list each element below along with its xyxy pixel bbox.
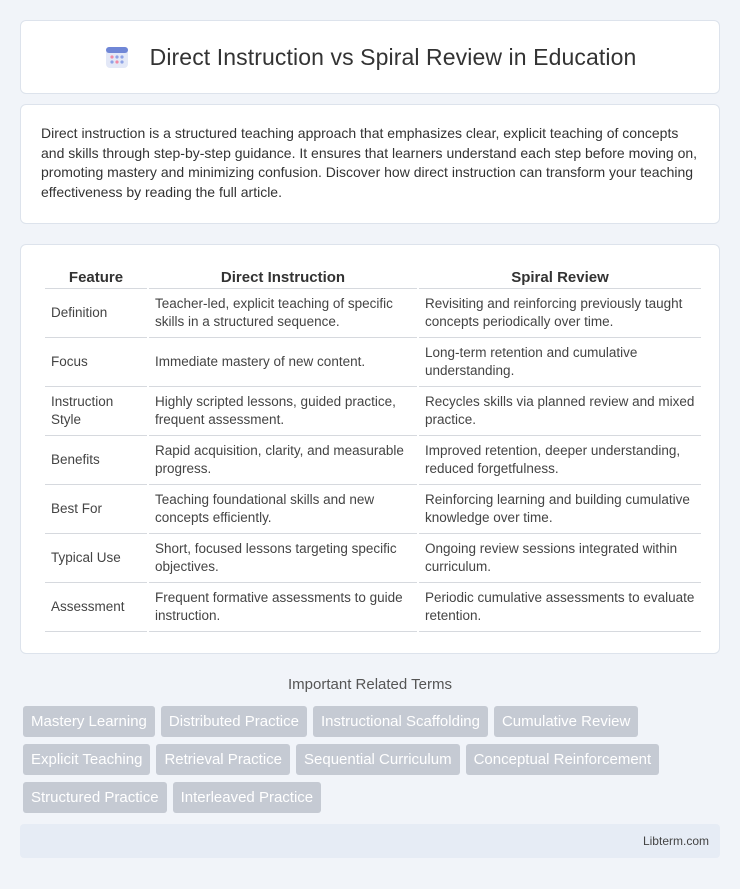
table-row (45, 583, 701, 632)
feature-cell: Instruction Style (45, 387, 147, 436)
related-term-tag[interactable]: Cumulative Review (494, 706, 638, 737)
table-body (45, 289, 701, 632)
spiral-review-cell: Ongoing review sessions integrated within curriculum. (419, 534, 701, 583)
related-term-tag[interactable]: Retrieval Practice (156, 744, 290, 775)
feature-cell: Definition (45, 289, 147, 338)
footer-link[interactable]: Libterm.com (642, 834, 709, 848)
comparison-card (20, 244, 720, 654)
spiral-review-cell: Improved retention, deeper understanding, reduced forgetfulness. (419, 436, 701, 485)
column-header-spiral-review: Spiral Review (419, 265, 701, 289)
feature-cell: Assessment (45, 583, 147, 632)
table-row (45, 289, 701, 338)
related-terms-title: Important Related Terms (288, 676, 452, 693)
footer (20, 824, 720, 858)
related-term-tag[interactable]: Sequential Curriculum (296, 744, 460, 775)
table-row (45, 485, 701, 534)
direct-instruction-cell: Short, focused lessons targeting specific objectives. (149, 534, 417, 583)
related-term-tag[interactable]: Interleaved Practice (173, 782, 322, 813)
direct-instruction-cell: Teaching foundational skills and new concepts efficiently. (149, 485, 417, 534)
column-header-feature: Feature (45, 265, 147, 289)
direct-instruction-cell: Immediate mastery of new content. (149, 338, 417, 387)
spiral-review-cell: Recycles skills via planned review and mixed practice. (419, 387, 701, 436)
header-title-wrap (104, 44, 637, 71)
spiral-review-cell: Revisiting and reinforcing previously taught concepts periodically over time. (419, 289, 701, 338)
direct-instruction-cell: Teacher-led, explicit teaching of specific skills in a structured sequence. (149, 289, 417, 338)
related-term-tag[interactable]: Explicit Teaching (23, 744, 150, 775)
table-row (45, 436, 701, 485)
comparison-table (43, 265, 703, 632)
spiral-review-cell: Long-term retention and cumulative understanding. (419, 338, 701, 387)
column-header-direct-instruction: Direct Instruction (149, 265, 417, 289)
related-terms-list (23, 706, 723, 813)
direct-instruction-cell: Highly scripted lessons, guided practice, frequent assessment. (149, 387, 417, 436)
table-row (45, 338, 701, 387)
feature-cell: Typical Use (45, 534, 147, 583)
page-title: Direct Instruction vs Spiral Review in Education (149, 43, 637, 70)
related-term-tag[interactable]: Distributed Practice (161, 706, 307, 737)
feature-cell: Best For (45, 485, 147, 534)
header-card (20, 20, 720, 94)
calendar-grid-icon (104, 44, 130, 70)
direct-instruction-cell: Rapid acquisition, clarity, and measurable progress. (149, 436, 417, 485)
feature-cell: Benefits (45, 436, 147, 485)
related-term-tag[interactable]: Structured Practice (23, 782, 167, 813)
table-row (45, 534, 701, 583)
table-header-row (45, 265, 701, 289)
feature-cell: Focus (45, 338, 147, 387)
direct-instruction-cell: Frequent formative assessments to guide instruction. (149, 583, 417, 632)
related-term-tag[interactable]: Mastery Learning (23, 706, 155, 737)
intro-text: Direct instruction is a structured teaching approach that emphasizes clear, explicit teaching of concepts and skills through step-by-step guidance. It ensures that learners understand each step before moving on, promoting mastery and minimizing confusion. Discover how direct instruction can transform your teaching effectiveness by reading the full article. (41, 125, 698, 200)
spiral-review-cell: Periodic cumulative assessments to evaluate retention. (419, 583, 701, 632)
spiral-review-cell: Reinforcing learning and building cumulative knowledge over time. (419, 485, 701, 534)
intro-card (20, 104, 720, 224)
table-row (45, 387, 701, 436)
related-term-tag[interactable]: Instructional Scaffolding (313, 706, 488, 737)
related-term-tag[interactable]: Conceptual Reinforcement (466, 744, 660, 775)
